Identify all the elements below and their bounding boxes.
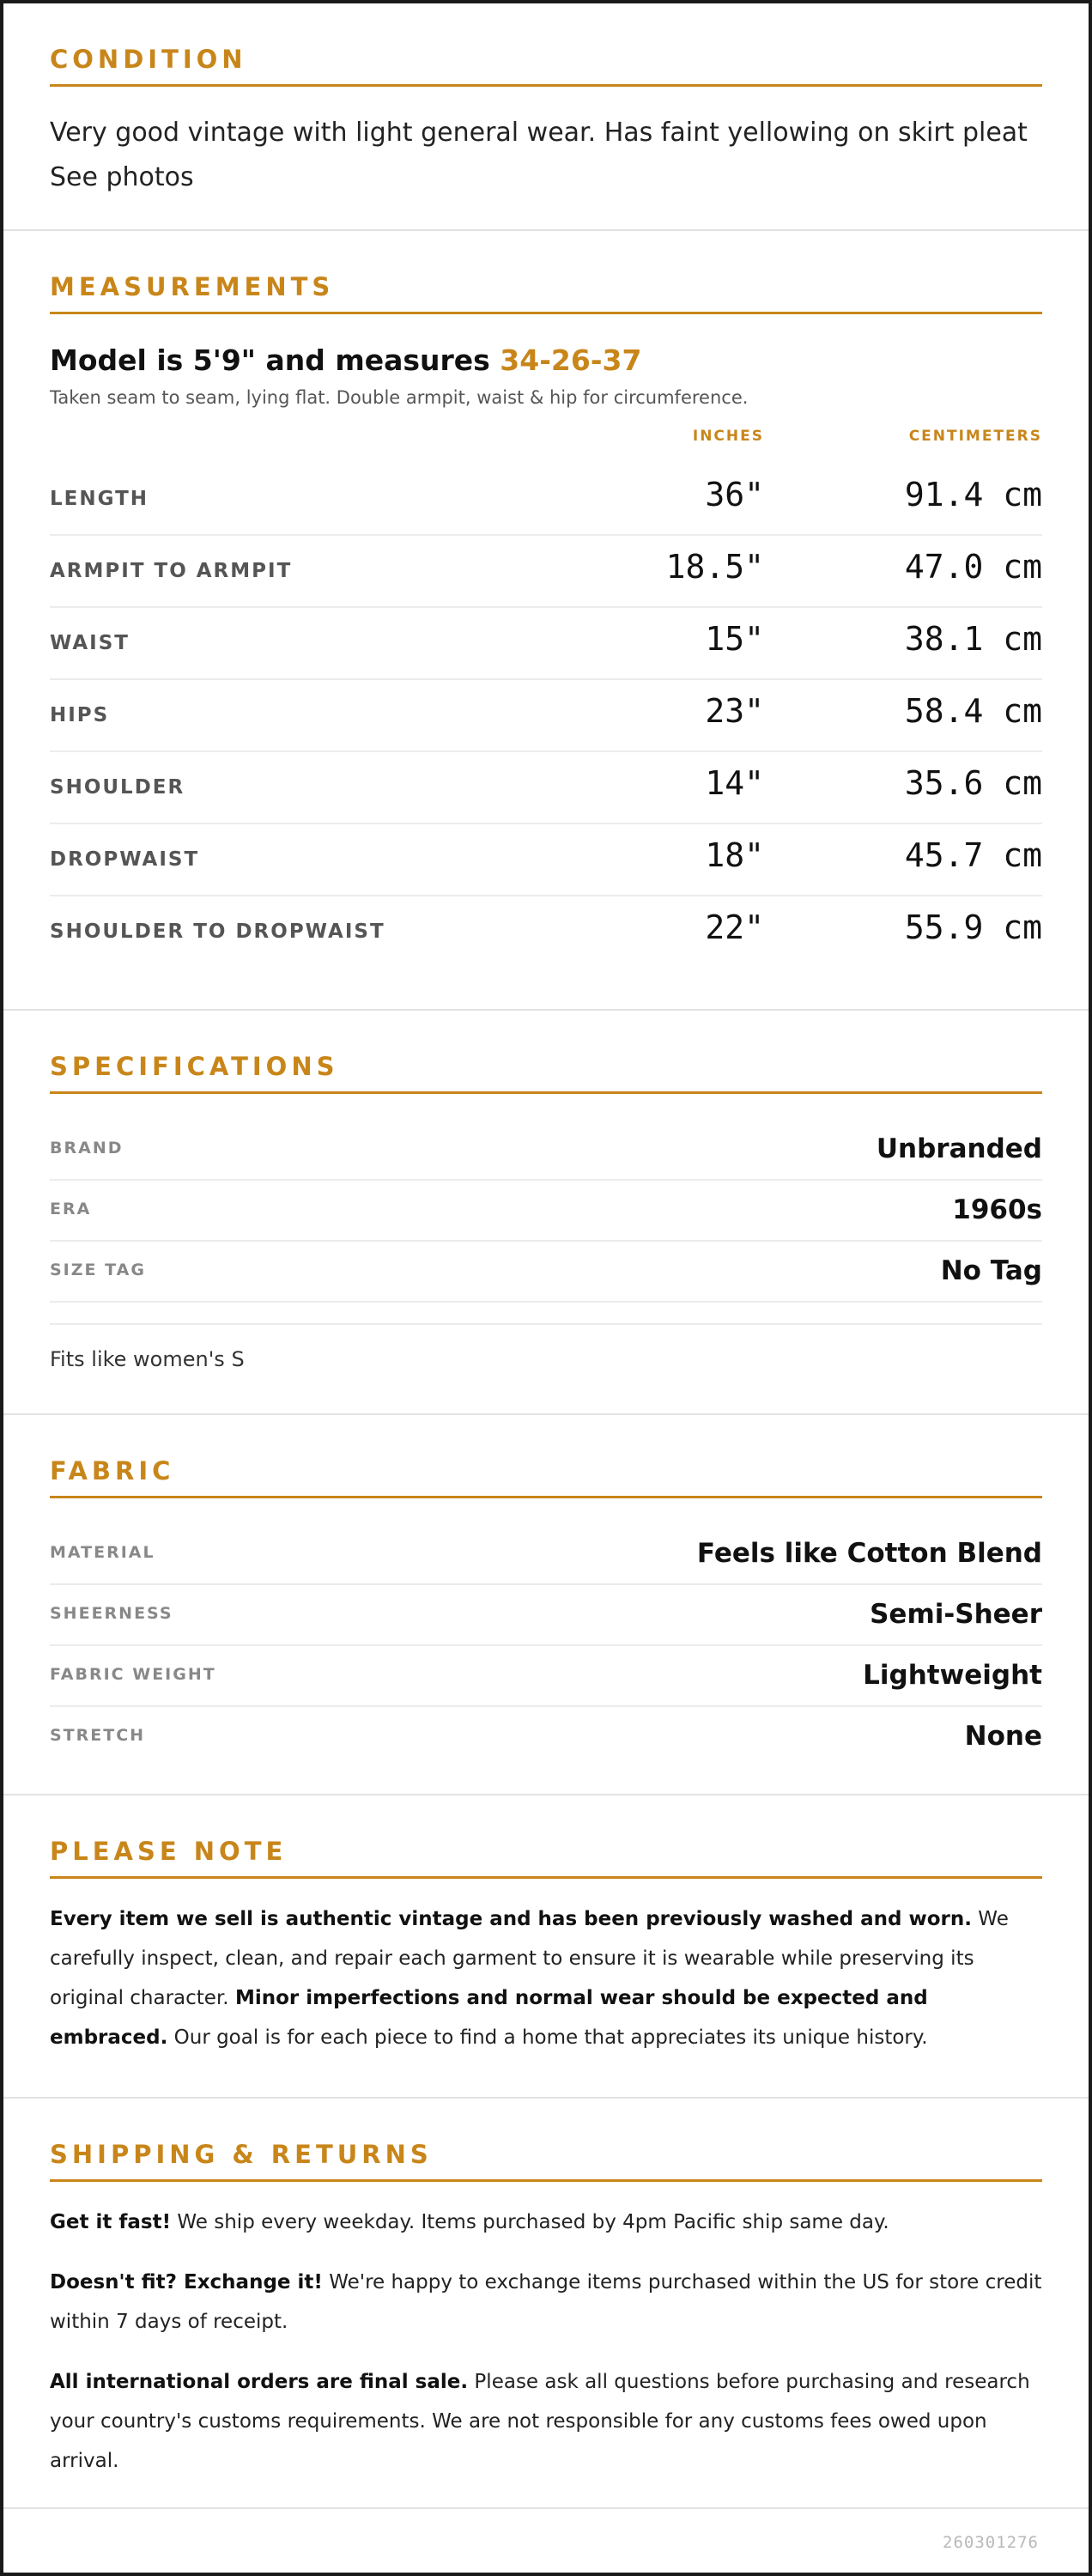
measurement-row [50, 680, 1042, 752]
measurements-heading: MEASUREMENTS [50, 272, 335, 301]
specifications-heading: SPECIFICATIONS [50, 1052, 339, 1081]
measurement-label: HIPS [50, 704, 110, 726]
spec-key: ERA [50, 1200, 92, 1218]
condition-heading: CONDITION [50, 45, 247, 74]
measurement-row [50, 608, 1042, 680]
international-paragraph [50, 2362, 1042, 2481]
please-note-section [3, 1795, 1089, 2099]
measurement-row [50, 536, 1042, 608]
fabric-list [50, 1524, 1042, 1768]
measurement-cm: 38.1 cm [904, 620, 1042, 658]
international-text: Please ask all questions before purchasing and research your country's customs requirements. We are not responsible for any customs fees owed upon arrival. [50, 2371, 1030, 2472]
fabric-key: FABRIC WEIGHT [50, 1665, 216, 1684]
spec-row [50, 1120, 1042, 1181]
please-note-text [50, 1899, 1042, 2057]
specifications-list [50, 1120, 1042, 1303]
spec-key: BRAND [50, 1139, 124, 1157]
centimeters-column-header: CENTIMETERS [908, 428, 1042, 445]
measurement-column-headers [50, 428, 1042, 453]
spec-value: 1960s [952, 1194, 1042, 1225]
note-text-2: Our goal is for each piece to find a home that appreciates its unique history. [167, 2026, 928, 2049]
fabric-row [50, 1524, 1042, 1585]
measurement-inches: 22" [705, 908, 764, 946]
spec-row [50, 1181, 1042, 1242]
fabric-key: MATERIAL [50, 1543, 155, 1562]
measurement-inches: 18" [705, 836, 764, 874]
fabric-row [50, 1646, 1042, 1707]
note-bold-1: Every item we sell is authentic vintage and has been previously washed and worn. [50, 1908, 972, 1930]
measurement-table [50, 464, 1042, 969]
measurement-inches: 36" [705, 476, 764, 513]
section-divider [50, 1496, 1042, 1498]
section-divider [50, 2179, 1042, 2182]
fabric-section [3, 1415, 1089, 1795]
measurement-label: DROPWAIST [50, 848, 200, 871]
fabric-value: Semi-Sheer [870, 1599, 1042, 1630]
measurement-label: LENGTH [50, 488, 149, 510]
measurement-cm: 45.7 cm [904, 836, 1042, 874]
measurement-inches: 15" [705, 620, 764, 658]
section-divider [50, 84, 1042, 87]
measurement-inches: 18.5" [665, 548, 764, 586]
measurement-row [50, 896, 1042, 969]
measurement-note: Taken seam to seam, lying flat. Double armpit, waist & hip for circumference. [50, 387, 749, 408]
condition-text: Very good vintage with light general wear. Has faint yellowing on skirt pleat See photos [50, 118, 1028, 192]
measurement-label: SHOULDER [50, 776, 185, 799]
measurement-label: WAIST [50, 632, 130, 654]
specifications-section [3, 1011, 1089, 1415]
please-note-heading: PLEASE NOTE [50, 1837, 288, 1866]
fit-note: Fits like women's S [50, 1323, 1042, 1376]
measurement-cm: 55.9 cm [904, 908, 1042, 946]
shipping-returns-section [3, 2099, 1089, 2509]
item-id: 260301276 [943, 2533, 1039, 2552]
model-prefix: Model is 5'9" and measures [50, 343, 500, 377]
fabric-row [50, 1585, 1042, 1646]
exchange-text: We're happy to exchange items purchased within the US for store credit within 7 days of receipt. [50, 2271, 1042, 2333]
exchange-bold: Doesn't fit? Exchange it! [50, 2271, 323, 2293]
inches-column-header: INCHES [692, 428, 764, 445]
fabric-row [50, 1707, 1042, 1768]
shipping-paragraph [50, 2202, 1042, 2242]
note-bold-2: Minor imperfections and normal wear should be expected and embraced. [50, 1987, 928, 2049]
fabric-value: Lightweight [863, 1660, 1042, 1691]
measurement-cm: 35.6 cm [904, 764, 1042, 802]
note-text-1: We carefully inspect, clean, and repair each garment to ensure it is wearable while preserving its original character. [50, 1908, 1009, 2009]
measurement-inches: 23" [705, 692, 764, 730]
fabric-key: SHEERNESS [50, 1604, 173, 1623]
spec-key: SIZE TAG [50, 1261, 146, 1279]
shipping-heading: SHIPPING & RETURNS [50, 2140, 433, 2169]
measurement-cm: 58.4 cm [904, 692, 1042, 730]
section-divider [50, 1091, 1042, 1094]
measurement-row [50, 752, 1042, 824]
measurement-cm: 91.4 cm [904, 476, 1042, 513]
international-bold: All international orders are final sale. [50, 2371, 469, 2393]
measurements-section [3, 231, 1089, 1011]
exchange-paragraph [50, 2263, 1042, 2342]
measurement-cm: 47.0 cm [904, 548, 1042, 586]
section-divider [50, 312, 1042, 314]
measurement-label: ARMPIT TO ARMPIT [50, 560, 293, 582]
fabric-value: Feels like Cotton Blend [696, 1538, 1042, 1569]
measurement-label: SHOULDER TO DROPWAIST [50, 920, 385, 943]
spec-row [50, 1242, 1042, 1303]
shipping-bold: Get it fast! [50, 2211, 172, 2233]
condition-section [3, 3, 1089, 231]
model-measurements [50, 343, 1042, 378]
measurement-inches: 14" [705, 764, 764, 802]
model-measures-value: 34-26-37 [500, 343, 642, 377]
fabric-key: STRETCH [50, 1726, 146, 1745]
fabric-heading: FABRIC [50, 1456, 175, 1485]
fabric-value: None [964, 1721, 1042, 1752]
measurement-row [50, 464, 1042, 536]
spec-value: No Tag [940, 1255, 1042, 1286]
measurement-row [50, 824, 1042, 896]
spec-value: Unbranded [876, 1133, 1042, 1164]
shipping-text: We ship every weekday. Items purchased by 4pm Pacific ship same day. [171, 2211, 889, 2233]
section-divider [50, 1876, 1042, 1879]
